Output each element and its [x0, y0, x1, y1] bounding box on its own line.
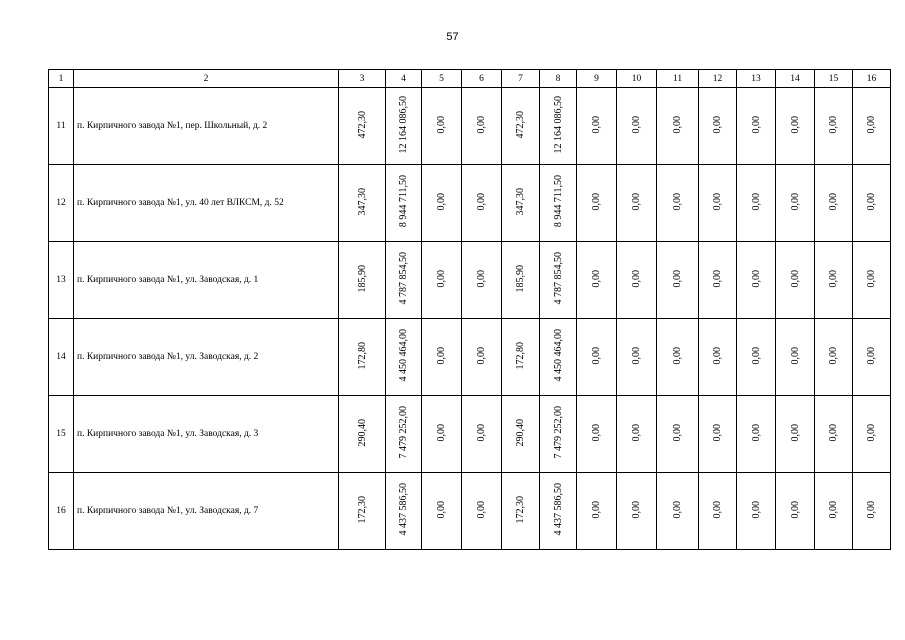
value-cell — [422, 88, 462, 165]
value-text: 472,30 — [515, 110, 526, 139]
value-text: 4 787 854,50 — [398, 252, 409, 305]
value-text: 0,00 — [631, 423, 642, 442]
value-cell — [617, 396, 657, 473]
value-cell — [386, 88, 422, 165]
housing-register-table — [48, 69, 891, 550]
column-number-header: 8 — [540, 70, 577, 88]
value-text: 0,00 — [712, 423, 723, 442]
value-cell — [339, 396, 386, 473]
value-text: 0,00 — [750, 423, 762, 442]
value-text: 0,00 — [750, 269, 762, 288]
value-text: 0,00 — [591, 500, 602, 519]
value-text: 172,80 — [356, 341, 368, 370]
value-cell — [853, 165, 891, 242]
value-cell — [577, 165, 617, 242]
value-cell — [502, 396, 540, 473]
address-cell: п. Кирпичного завода №1, ул. Заводская, д. 1 — [74, 242, 339, 319]
value-cell — [339, 165, 386, 242]
value-cell — [617, 473, 657, 550]
value-cell — [737, 165, 776, 242]
value-cell — [699, 319, 737, 396]
table-row — [49, 319, 891, 396]
value-cell — [699, 88, 737, 165]
value-text: 0,00 — [672, 423, 683, 442]
value-text: 0,00 — [712, 192, 723, 211]
value-text: 0,00 — [672, 500, 683, 519]
value-text: 0,00 — [866, 115, 877, 134]
value-cell — [339, 473, 386, 550]
row-number-cell: 15 — [49, 396, 74, 473]
value-text: 0,00 — [436, 346, 447, 365]
value-text: 0,00 — [436, 115, 447, 134]
value-cell — [657, 165, 699, 242]
value-cell — [540, 165, 577, 242]
row-number-cell: 14 — [49, 319, 74, 396]
value-text: 0,00 — [789, 192, 801, 211]
value-cell — [502, 88, 540, 165]
value-cell — [617, 319, 657, 396]
column-number-header: 10 — [617, 70, 657, 88]
value-text: 347,30 — [515, 187, 526, 216]
value-cell — [386, 165, 422, 242]
value-text: 4 437 586,50 — [552, 483, 564, 536]
column-number-header: 14 — [776, 70, 815, 88]
table-row — [49, 242, 891, 319]
value-cell — [657, 319, 699, 396]
value-text: 0,00 — [476, 500, 487, 519]
value-text: 0,00 — [436, 192, 447, 211]
value-text: 0,00 — [750, 346, 762, 365]
value-cell — [540, 88, 577, 165]
value-text: 0,00 — [631, 192, 642, 211]
value-cell — [776, 165, 815, 242]
value-text: 0,00 — [712, 500, 723, 519]
value-cell — [386, 242, 422, 319]
value-cell — [502, 473, 540, 550]
value-text: 4 450 464,00 — [398, 329, 409, 382]
column-number-header: 4 — [386, 70, 422, 88]
value-cell — [577, 319, 617, 396]
value-text: 0,00 — [712, 269, 723, 288]
value-cell — [776, 319, 815, 396]
column-number-header: 1 — [49, 70, 74, 88]
value-text: 0,00 — [436, 269, 447, 288]
value-cell — [386, 473, 422, 550]
column-number-header: 13 — [737, 70, 776, 88]
value-text: 0,00 — [828, 346, 839, 365]
value-cell — [853, 473, 891, 550]
value-text: 185,90 — [356, 264, 368, 293]
column-number-header: 16 — [853, 70, 891, 88]
value-cell — [422, 242, 462, 319]
value-cell — [657, 242, 699, 319]
value-text: 172,30 — [356, 495, 368, 524]
value-cell — [853, 88, 891, 165]
value-text: 0,00 — [591, 192, 602, 211]
value-cell — [657, 473, 699, 550]
value-text: 0,00 — [672, 346, 683, 365]
value-text: 0,00 — [672, 269, 683, 288]
address-cell: п. Кирпичного завода №1, пер. Школьный, д. 2 — [74, 88, 339, 165]
value-text: 7 479 252,00 — [552, 406, 564, 459]
value-cell — [502, 242, 540, 319]
value-cell — [540, 396, 577, 473]
value-text: 0,00 — [828, 500, 839, 519]
value-cell — [776, 88, 815, 165]
value-text: 4 787 854,50 — [552, 252, 564, 305]
value-cell — [462, 473, 502, 550]
value-cell — [617, 88, 657, 165]
value-cell — [617, 242, 657, 319]
value-text: 8 944 711,50 — [552, 175, 564, 228]
value-cell — [339, 88, 386, 165]
value-text: 0,00 — [866, 500, 877, 519]
value-text: 290,40 — [515, 418, 526, 447]
address-cell: п. Кирпичного завода №1, ул. Заводская, д. 2 — [74, 319, 339, 396]
value-cell — [462, 242, 502, 319]
table-row — [49, 165, 891, 242]
value-cell — [462, 165, 502, 242]
value-text: 0,00 — [436, 500, 447, 519]
value-text: 0,00 — [631, 500, 642, 519]
column-number-header: 15 — [815, 70, 853, 88]
value-cell — [422, 165, 462, 242]
value-cell — [737, 473, 776, 550]
value-cell — [462, 396, 502, 473]
value-cell — [776, 242, 815, 319]
value-text: 0,00 — [789, 423, 801, 442]
value-cell — [815, 88, 853, 165]
value-cell — [737, 396, 776, 473]
address-cell: п. Кирпичного завода №1, ул. 40 лет ВЛКСМ, д. 52 — [74, 165, 339, 242]
value-cell — [577, 88, 617, 165]
value-cell — [339, 319, 386, 396]
value-text: 0,00 — [712, 115, 723, 134]
value-cell — [657, 396, 699, 473]
value-text: 0,00 — [591, 423, 602, 442]
value-text: 0,00 — [789, 500, 801, 519]
value-text: 0,00 — [789, 346, 801, 365]
value-cell — [502, 319, 540, 396]
value-text: 0,00 — [828, 115, 839, 134]
value-text: 0,00 — [476, 346, 487, 365]
row-number-cell: 16 — [49, 473, 74, 550]
value-text: 0,00 — [476, 269, 487, 288]
table-row — [49, 396, 891, 473]
value-text: 347,30 — [356, 187, 368, 216]
row-number-cell: 11 — [49, 88, 74, 165]
value-cell — [853, 319, 891, 396]
value-text: 0,00 — [591, 346, 602, 365]
row-number-cell: 12 — [49, 165, 74, 242]
value-text: 0,00 — [631, 115, 642, 134]
value-cell — [699, 396, 737, 473]
value-cell — [339, 242, 386, 319]
value-text: 7 479 252,00 — [398, 406, 409, 459]
value-cell — [422, 396, 462, 473]
value-text: 290,40 — [356, 418, 368, 447]
value-text: 0,00 — [591, 115, 602, 134]
value-cell — [577, 473, 617, 550]
column-number-header: 2 — [74, 70, 339, 88]
value-cell — [617, 165, 657, 242]
column-number-header: 11 — [657, 70, 699, 88]
value-cell — [776, 396, 815, 473]
value-cell — [699, 165, 737, 242]
column-number-header: 3 — [339, 70, 386, 88]
value-text: 0,00 — [631, 269, 642, 288]
column-number-header: 7 — [502, 70, 540, 88]
value-cell — [776, 473, 815, 550]
value-cell — [737, 242, 776, 319]
value-cell — [540, 473, 577, 550]
value-text: 0,00 — [828, 192, 839, 211]
value-text: 0,00 — [828, 269, 839, 288]
value-text: 172,30 — [515, 495, 526, 524]
value-text: 8 944 711,50 — [398, 175, 409, 228]
value-text: 0,00 — [866, 269, 877, 288]
table-row — [49, 88, 891, 165]
address-cell: п. Кирпичного завода №1, ул. Заводская, д. 3 — [74, 396, 339, 473]
value-cell — [815, 473, 853, 550]
value-text: 0,00 — [789, 115, 801, 134]
value-text: 0,00 — [672, 192, 683, 211]
value-cell — [815, 242, 853, 319]
column-number-row — [49, 70, 891, 88]
value-cell — [502, 165, 540, 242]
value-cell — [462, 88, 502, 165]
value-text: 0,00 — [476, 115, 487, 134]
value-text: 0,00 — [866, 346, 877, 365]
column-number-header: 5 — [422, 70, 462, 88]
value-text: 0,00 — [476, 192, 487, 211]
column-number-header: 6 — [462, 70, 502, 88]
table-row — [49, 473, 891, 550]
value-text: 0,00 — [591, 269, 602, 288]
value-text: 472,30 — [356, 110, 368, 139]
column-number-header: 12 — [699, 70, 737, 88]
row-number-cell: 13 — [49, 242, 74, 319]
value-text: 0,00 — [631, 346, 642, 365]
value-cell — [422, 473, 462, 550]
value-cell — [815, 396, 853, 473]
value-cell — [462, 319, 502, 396]
value-cell — [737, 88, 776, 165]
value-text: 0,00 — [750, 115, 762, 134]
address-cell: п. Кирпичного завода №1, ул. Заводская, д. 7 — [74, 473, 339, 550]
value-cell — [422, 319, 462, 396]
value-cell — [577, 396, 617, 473]
value-text: 4 450 464,00 — [552, 329, 564, 382]
value-cell — [386, 396, 422, 473]
value-text: 12 164 086,50 — [552, 95, 564, 154]
value-cell — [815, 319, 853, 396]
value-cell — [737, 319, 776, 396]
value-cell — [853, 396, 891, 473]
value-cell — [699, 242, 737, 319]
value-cell — [386, 319, 422, 396]
value-text: 0,00 — [866, 192, 877, 211]
value-text: 0,00 — [750, 192, 762, 211]
value-text: 0,00 — [436, 423, 447, 442]
page-number: 57 — [446, 31, 459, 43]
value-text: 0,00 — [828, 423, 839, 442]
value-text: 12 164 086,50 — [398, 95, 409, 154]
value-text: 4 437 586,50 — [398, 483, 409, 536]
value-cell — [577, 242, 617, 319]
column-number-header: 9 — [577, 70, 617, 88]
value-cell — [815, 165, 853, 242]
value-cell — [657, 88, 699, 165]
value-text: 0,00 — [789, 269, 801, 288]
value-text: 0,00 — [672, 115, 683, 134]
value-text: 0,00 — [866, 423, 877, 442]
value-text: 172,80 — [515, 341, 526, 370]
value-cell — [540, 319, 577, 396]
value-text: 0,00 — [712, 346, 723, 365]
value-cell — [699, 473, 737, 550]
value-cell — [853, 242, 891, 319]
value-text: 0,00 — [750, 500, 762, 519]
value-text: 185,90 — [515, 264, 526, 293]
value-text: 0,00 — [476, 423, 487, 442]
value-cell — [540, 242, 577, 319]
